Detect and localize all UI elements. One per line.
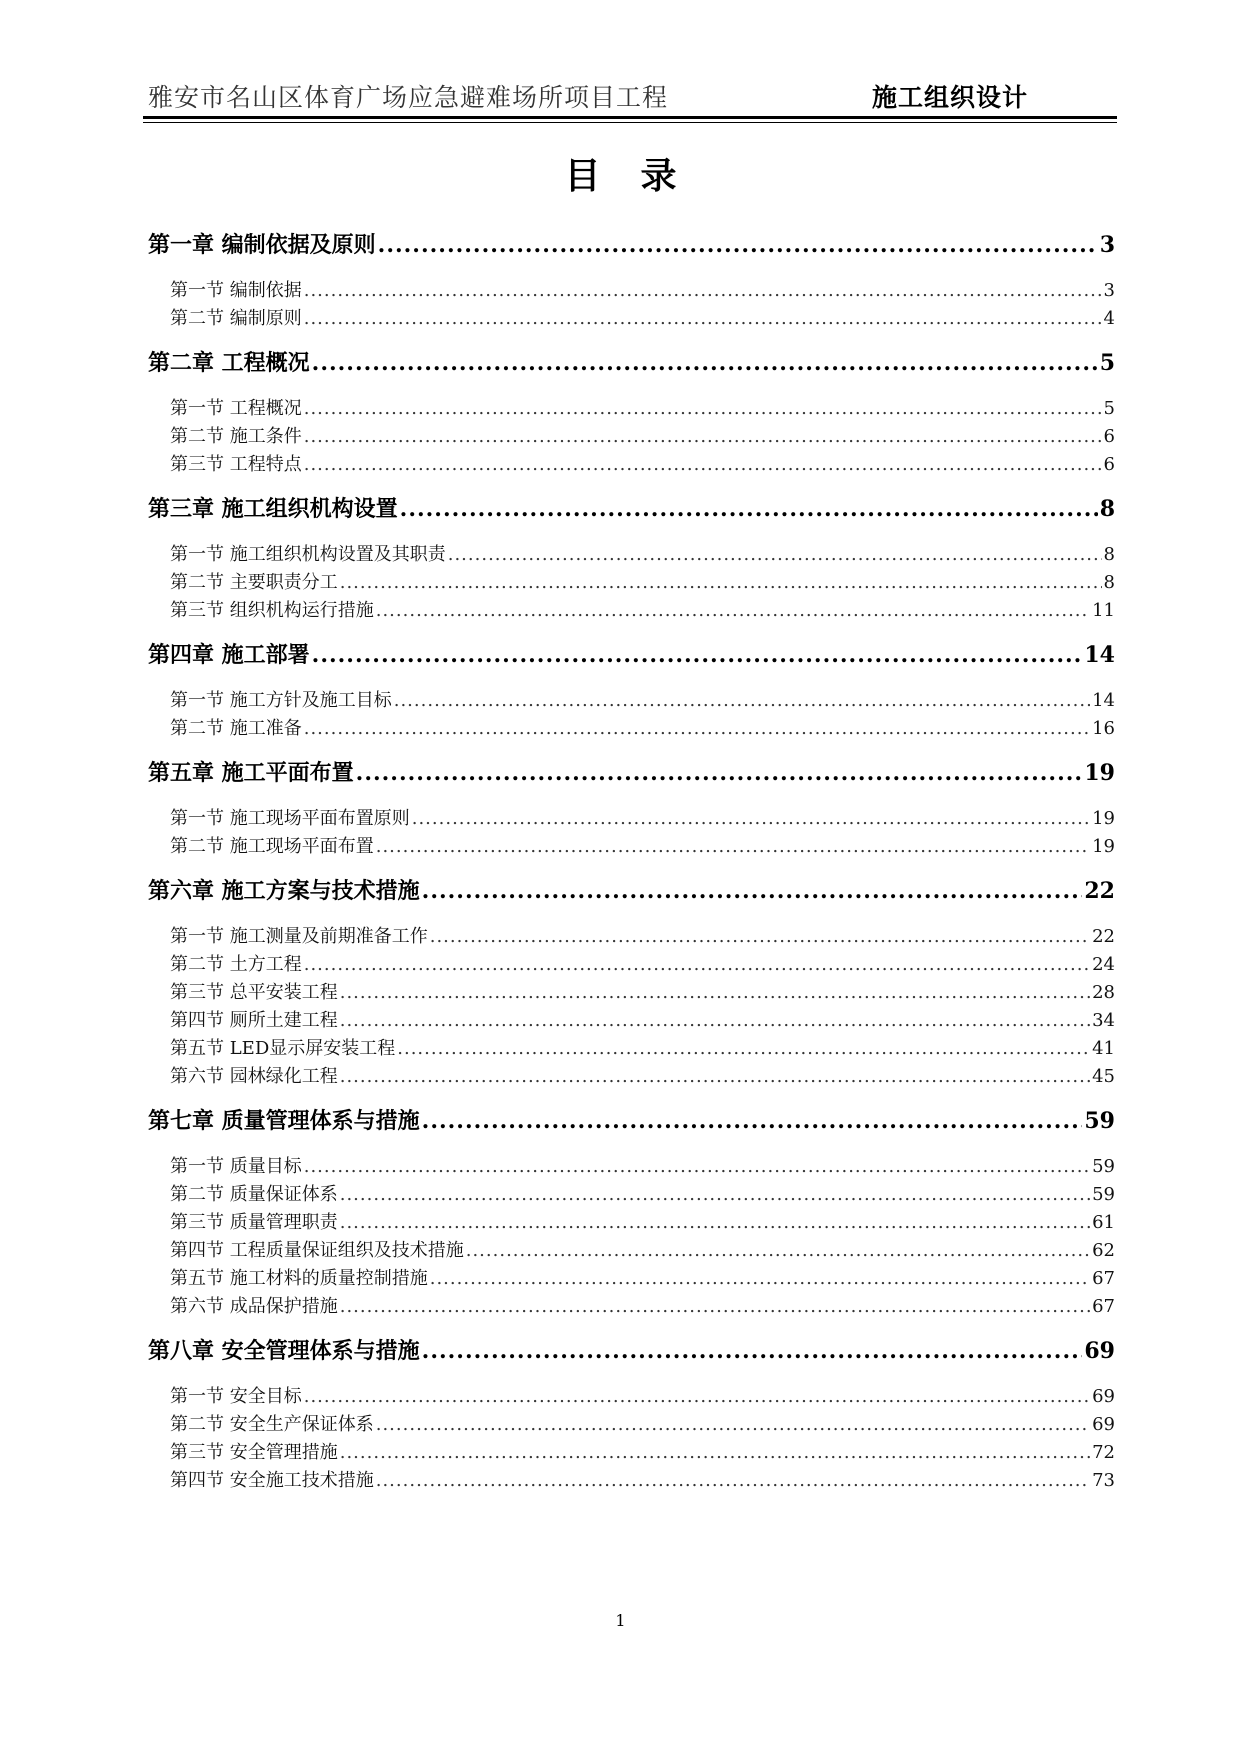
toc-section-page: 69 [1092,1386,1115,1407]
toc-section-page: 19 [1092,808,1115,829]
toc-chapter-label: 第五章 施工平面布置 [148,761,354,786]
toc-dot-leader [340,569,1102,597]
toc-section-page: 59 [1092,1184,1115,1205]
toc-section-label: 第二节 编制原则 [170,308,302,329]
header-rule-thick [143,116,1117,119]
toc-section-page: 3 [1103,280,1115,301]
toc-section-page: 67 [1092,1268,1115,1289]
toc-section-entry[interactable] [148,1439,1115,1467]
toc-dot-leader [376,1467,1090,1495]
toc-dot-leader [400,494,1098,524]
toc-section-page: 8 [1103,544,1115,565]
toc-section-label: 第一节 施工方针及施工目标 [170,690,392,711]
toc-chapter-entry[interactable] [148,494,1115,524]
toc-section-label: 第四节 安全施工技术措施 [170,1470,374,1491]
toc-section-label: 第一节 工程概况 [170,398,302,419]
toc-section-entry[interactable] [148,805,1115,833]
toc-section-page: 14 [1092,690,1115,711]
toc-section-entry[interactable] [148,1383,1115,1411]
toc-dot-leader [430,1265,1090,1293]
toc-section-label: 第一节 施工组织机构设置及其职责 [170,544,446,565]
toc-dot-leader [304,277,1102,305]
toc-section-label: 第二节 质量保证体系 [170,1184,338,1205]
toc-dot-leader [430,923,1090,951]
header-rule-thin [143,122,1117,123]
toc-section-label: 第一节 编制依据 [170,280,302,301]
toc-dot-leader [340,1439,1090,1467]
toc-section-entry[interactable] [148,305,1115,333]
toc-section-entry[interactable] [148,277,1115,305]
toc-section-entry[interactable] [148,1265,1115,1293]
toc-section-entry[interactable] [148,687,1115,715]
toc-dot-leader [376,597,1090,625]
toc-dot-leader [304,395,1102,423]
toc-chapter-page: 59 [1084,1108,1115,1134]
toc-section-page: 62 [1092,1240,1115,1261]
toc-section-label: 第三节 安全管理措施 [170,1442,338,1463]
toc-section-page: 6 [1103,426,1115,447]
toc-dot-leader [422,1336,1083,1366]
page-header [148,78,1115,114]
toc-section-page: 69 [1092,1414,1115,1435]
toc-chapter-entry[interactable] [148,230,1115,260]
toc-chapter-entry[interactable] [148,640,1115,670]
toc-dot-leader [304,451,1102,479]
toc-dot-leader [376,1411,1090,1439]
header-project-name: 雅安市名山区体育广场应急避难场所项目工程 [148,83,669,112]
toc-section-page: 45 [1092,1066,1115,1087]
toc-section-entry[interactable] [148,1237,1115,1265]
toc-section-label: 第二节 安全生产保证体系 [170,1414,374,1435]
toc-section-page: 22 [1092,926,1115,947]
toc-chapter-entry[interactable] [148,1106,1115,1136]
toc-dot-leader [340,1063,1090,1091]
toc-section-entry[interactable] [148,1209,1115,1237]
toc-chapter-label: 第七章 质量管理体系与措施 [148,1109,420,1134]
toc-section-page: 67 [1092,1296,1115,1317]
toc-section-label: 第三节 质量管理职责 [170,1212,338,1233]
toc-section-label: 第二节 施工现场平面布置 [170,836,374,857]
toc-section-entry[interactable] [148,541,1115,569]
toc-section-label: 第二节 土方工程 [170,954,302,975]
toc-chapter-label: 第六章 施工方案与技术措施 [148,879,420,904]
toc-section-page: 11 [1092,600,1115,621]
toc-dot-leader [466,1237,1090,1265]
toc-dot-leader [422,876,1083,906]
toc-section-label: 第一节 施工测量及前期准备工作 [170,926,428,947]
toc-chapter-page: 3 [1099,232,1115,258]
toc-section-entry[interactable] [148,423,1115,451]
toc-section-label: 第三节 组织机构运行措施 [170,600,374,621]
toc-dot-leader [376,833,1090,861]
toc-dot-leader [312,348,1098,378]
toc-section-page: 34 [1092,1010,1115,1031]
toc-section-entry[interactable] [148,1007,1115,1035]
toc-section-page: 16 [1092,718,1115,739]
toc-section-entry[interactable] [148,715,1115,743]
page-number: 1 [615,1611,626,1630]
toc-section-label: 第一节 质量目标 [170,1156,302,1177]
toc-section-entry[interactable] [148,1153,1115,1181]
toc-section-entry[interactable] [148,569,1115,597]
toc-section-page: 61 [1092,1212,1115,1233]
header-document-type: 施工组织设计 [872,83,1029,112]
toc-section-entry[interactable] [148,979,1115,1007]
toc-section-page: 41 [1092,1038,1115,1059]
toc-section-entry[interactable] [148,833,1115,861]
toc-section-entry[interactable] [148,1063,1115,1091]
toc-dot-leader [412,805,1090,833]
toc-title: 目录 [564,156,717,197]
toc-section-label: 第六节 园林绿化工程 [170,1066,338,1087]
toc-section-entry[interactable] [148,1293,1115,1321]
toc-dot-leader [304,305,1102,333]
toc-dot-leader [378,230,1098,260]
table-of-contents [148,230,1115,1495]
toc-dot-leader [340,1181,1090,1209]
toc-section-page: 59 [1092,1156,1115,1177]
toc-section-page: 24 [1092,954,1115,975]
toc-section-page: 72 [1092,1442,1115,1463]
toc-chapter-label: 第八章 安全管理体系与措施 [148,1339,420,1364]
toc-section-label: 第四节 工程质量保证组织及技术措施 [170,1240,464,1261]
toc-section-page: 6 [1103,454,1115,475]
toc-chapter-page: 22 [1084,878,1115,904]
toc-dot-leader [448,541,1102,569]
toc-dot-leader [397,1035,1090,1063]
toc-section-entry[interactable] [148,1035,1115,1063]
toc-chapter-page: 5 [1099,350,1115,376]
toc-section-entry[interactable] [148,1411,1115,1439]
toc-section-label: 第三节 总平安装工程 [170,982,338,1003]
toc-chapter-entry[interactable] [148,876,1115,906]
toc-dot-leader [394,687,1090,715]
toc-dot-leader [340,979,1090,1007]
toc-chapter-entry[interactable] [148,348,1115,378]
toc-section-entry[interactable] [148,1467,1115,1495]
toc-section-entry[interactable] [148,951,1115,979]
toc-chapter-label: 第三章 施工组织机构设置 [148,497,398,522]
toc-chapter-page: 19 [1084,760,1115,786]
toc-section-page: 73 [1092,1470,1115,1491]
toc-chapter-label: 第二章 工程概况 [148,351,310,376]
toc-section-page: 19 [1092,836,1115,857]
toc-chapter-entry[interactable] [148,758,1115,788]
toc-chapter-label: 第一章 编制依据及原则 [148,233,376,258]
toc-section-page: 28 [1092,982,1115,1003]
toc-chapter-label: 第四章 施工部署 [148,643,310,668]
toc-section-label: 第二节 主要职责分工 [170,572,338,593]
toc-section-label: 第五节 施工材料的质量控制措施 [170,1268,428,1289]
toc-section-entry[interactable] [148,451,1115,479]
toc-chapter-entry[interactable] [148,1336,1115,1366]
toc-section-entry[interactable] [148,395,1115,423]
toc-section-page: 4 [1103,308,1115,329]
toc-section-entry[interactable] [148,1181,1115,1209]
toc-section-entry[interactable] [148,597,1115,625]
toc-dot-leader [304,951,1090,979]
toc-dot-leader [304,423,1102,451]
toc-section-entry[interactable] [148,923,1115,951]
toc-dot-leader [340,1293,1090,1321]
toc-section-label: 第二节 施工准备 [170,718,302,739]
toc-dot-leader [356,758,1083,788]
toc-section-label: 第二节 施工条件 [170,426,302,447]
toc-dot-leader [304,1153,1090,1181]
toc-section-label: 第四节 厕所土建工程 [170,1010,338,1031]
toc-dot-leader [312,640,1083,670]
toc-section-label: 第一节 安全目标 [170,1386,302,1407]
toc-dot-leader [422,1106,1083,1136]
toc-section-label: 第一节 施工现场平面布置原则 [170,808,410,829]
toc-section-page: 5 [1103,398,1115,419]
toc-dot-leader [340,1209,1090,1237]
toc-dot-leader [304,1383,1090,1411]
toc-chapter-page: 14 [1084,642,1115,668]
toc-section-label: 第三节 工程特点 [170,454,302,475]
toc-dot-leader [304,715,1090,743]
toc-section-page: 8 [1103,572,1115,593]
toc-chapter-page: 8 [1099,496,1115,522]
toc-chapter-page: 69 [1084,1338,1115,1364]
toc-dot-leader [340,1007,1090,1035]
toc-section-label: 第六节 成品保护措施 [170,1296,338,1317]
toc-section-label: 第五节 LED显示屏安装工程 [170,1038,396,1059]
